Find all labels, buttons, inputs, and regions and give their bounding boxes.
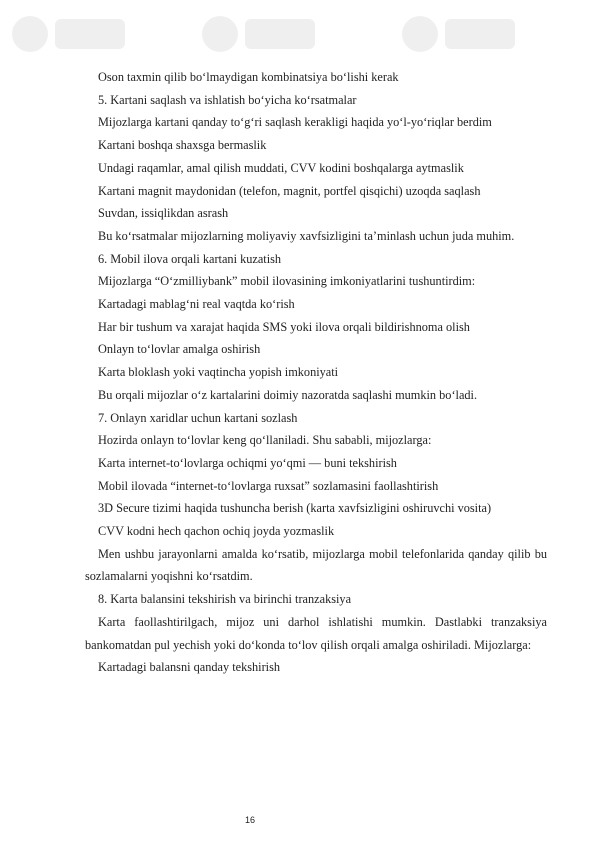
watermark-logo — [400, 4, 520, 64]
watermark-logo — [200, 4, 320, 64]
section-heading: 7. Onlayn xaridlar uchun kartani sozlash — [98, 410, 298, 425]
section-heading: 5. Kartani saqlash va ishlatish bo‘yicha ko‘rsatmalar — [98, 92, 357, 107]
list-item: 3D Secure tizimi haqida tushuncha berish (karta xavfsizligini oshiruvchi vosita) — [98, 501, 492, 516]
list-item: Kartani magnit maydonidan (telefon, magnit, portfel qisqichi) uzoqda saqlash — [98, 183, 481, 198]
list-item: Suvdan, issiqlikdan asrash — [98, 206, 229, 221]
list-item: Karta bloklash yoki vaqtincha yopish imkoniyati — [98, 365, 339, 380]
paragraph: Men ushbu jarayonlarni amalda ko‘rsatib, mijozlarga mobil telefonlarida qanday qilib bu sozlamalarni yoqishni ko‘rsatdim. — [85, 546, 547, 584]
text-line: Bu orqali mijozlar o‘z kartalarini doimiy nazoratda saqlashi mumkin bo‘ladi. — [98, 387, 478, 402]
text-line: Oson taxmin qilib bo‘lmaydigan kombinatsiya bo‘lishi kerak — [98, 70, 399, 84]
paragraph: Bu ko‘rsatmalar mijozlarning moliyaviy xavfsizligini ta’minlash uchun juda muhim. — [98, 228, 515, 243]
text-line: Mijozlarga kartani qanday to‘g‘ri saqlash kerakligi haqida yo‘l-yo‘riqlar berdim — [98, 115, 492, 130]
paragraph: Karta faollashtirilgach, mijoz uni darhol ishlatishi mumkin. Dastlabki tranzaksiya bankomatdan pul yechish yoki do‘konda to‘lov qilish orqali amalga oshiriladi. Mijozlarga: — [85, 614, 547, 652]
section-heading: 8. Karta balansini tekshirish va birinchi tranzaksiya — [98, 592, 352, 607]
text-line: Mijozlarga “O‘zmilliybank” mobil ilovasining imkoniyatlarini tushuntirdim: — [98, 274, 476, 289]
text-line: Hozirda onlayn to‘lovlar keng qo‘llaniladi. Shu sababli, mijozlarga: — [98, 433, 432, 448]
page-number: 16 — [245, 815, 256, 825]
list-item: Undagi raqamlar, amal qilish muddati, CVV kodini boshqalarga aytmaslik — [98, 160, 464, 175]
list-item: Onlayn to‘lovlar amalga oshirish — [98, 342, 261, 357]
section-heading: 6. Mobil ilova orqali kartani kuzatish — [98, 251, 282, 266]
list-item: Har bir tushum va xarajat haqida SMS yoki ilova orqali bildirishnoma olish — [98, 319, 470, 334]
list-item: Kartani boshqa shaxsga bermaslik — [98, 138, 267, 153]
list-item: Kartadagi balansni qanday tekshirish — [98, 660, 281, 675]
document-body — [85, 66, 547, 679]
watermark-logo — [10, 4, 130, 64]
list-item: Mobil ilovada “internet-to‘lovlarga ruxsat” sozlamasini faollashtirish — [98, 478, 439, 493]
list-item: Karta internet-to‘lovlarga ochiqmi yo‘qmi — buni tekshirish — [98, 455, 397, 470]
list-item: CVV kodni hech qachon ochiq joyda yozmaslik — [98, 524, 335, 539]
list-item: Kartadagi mablag‘ni real vaqtda ko‘rish — [98, 297, 295, 312]
